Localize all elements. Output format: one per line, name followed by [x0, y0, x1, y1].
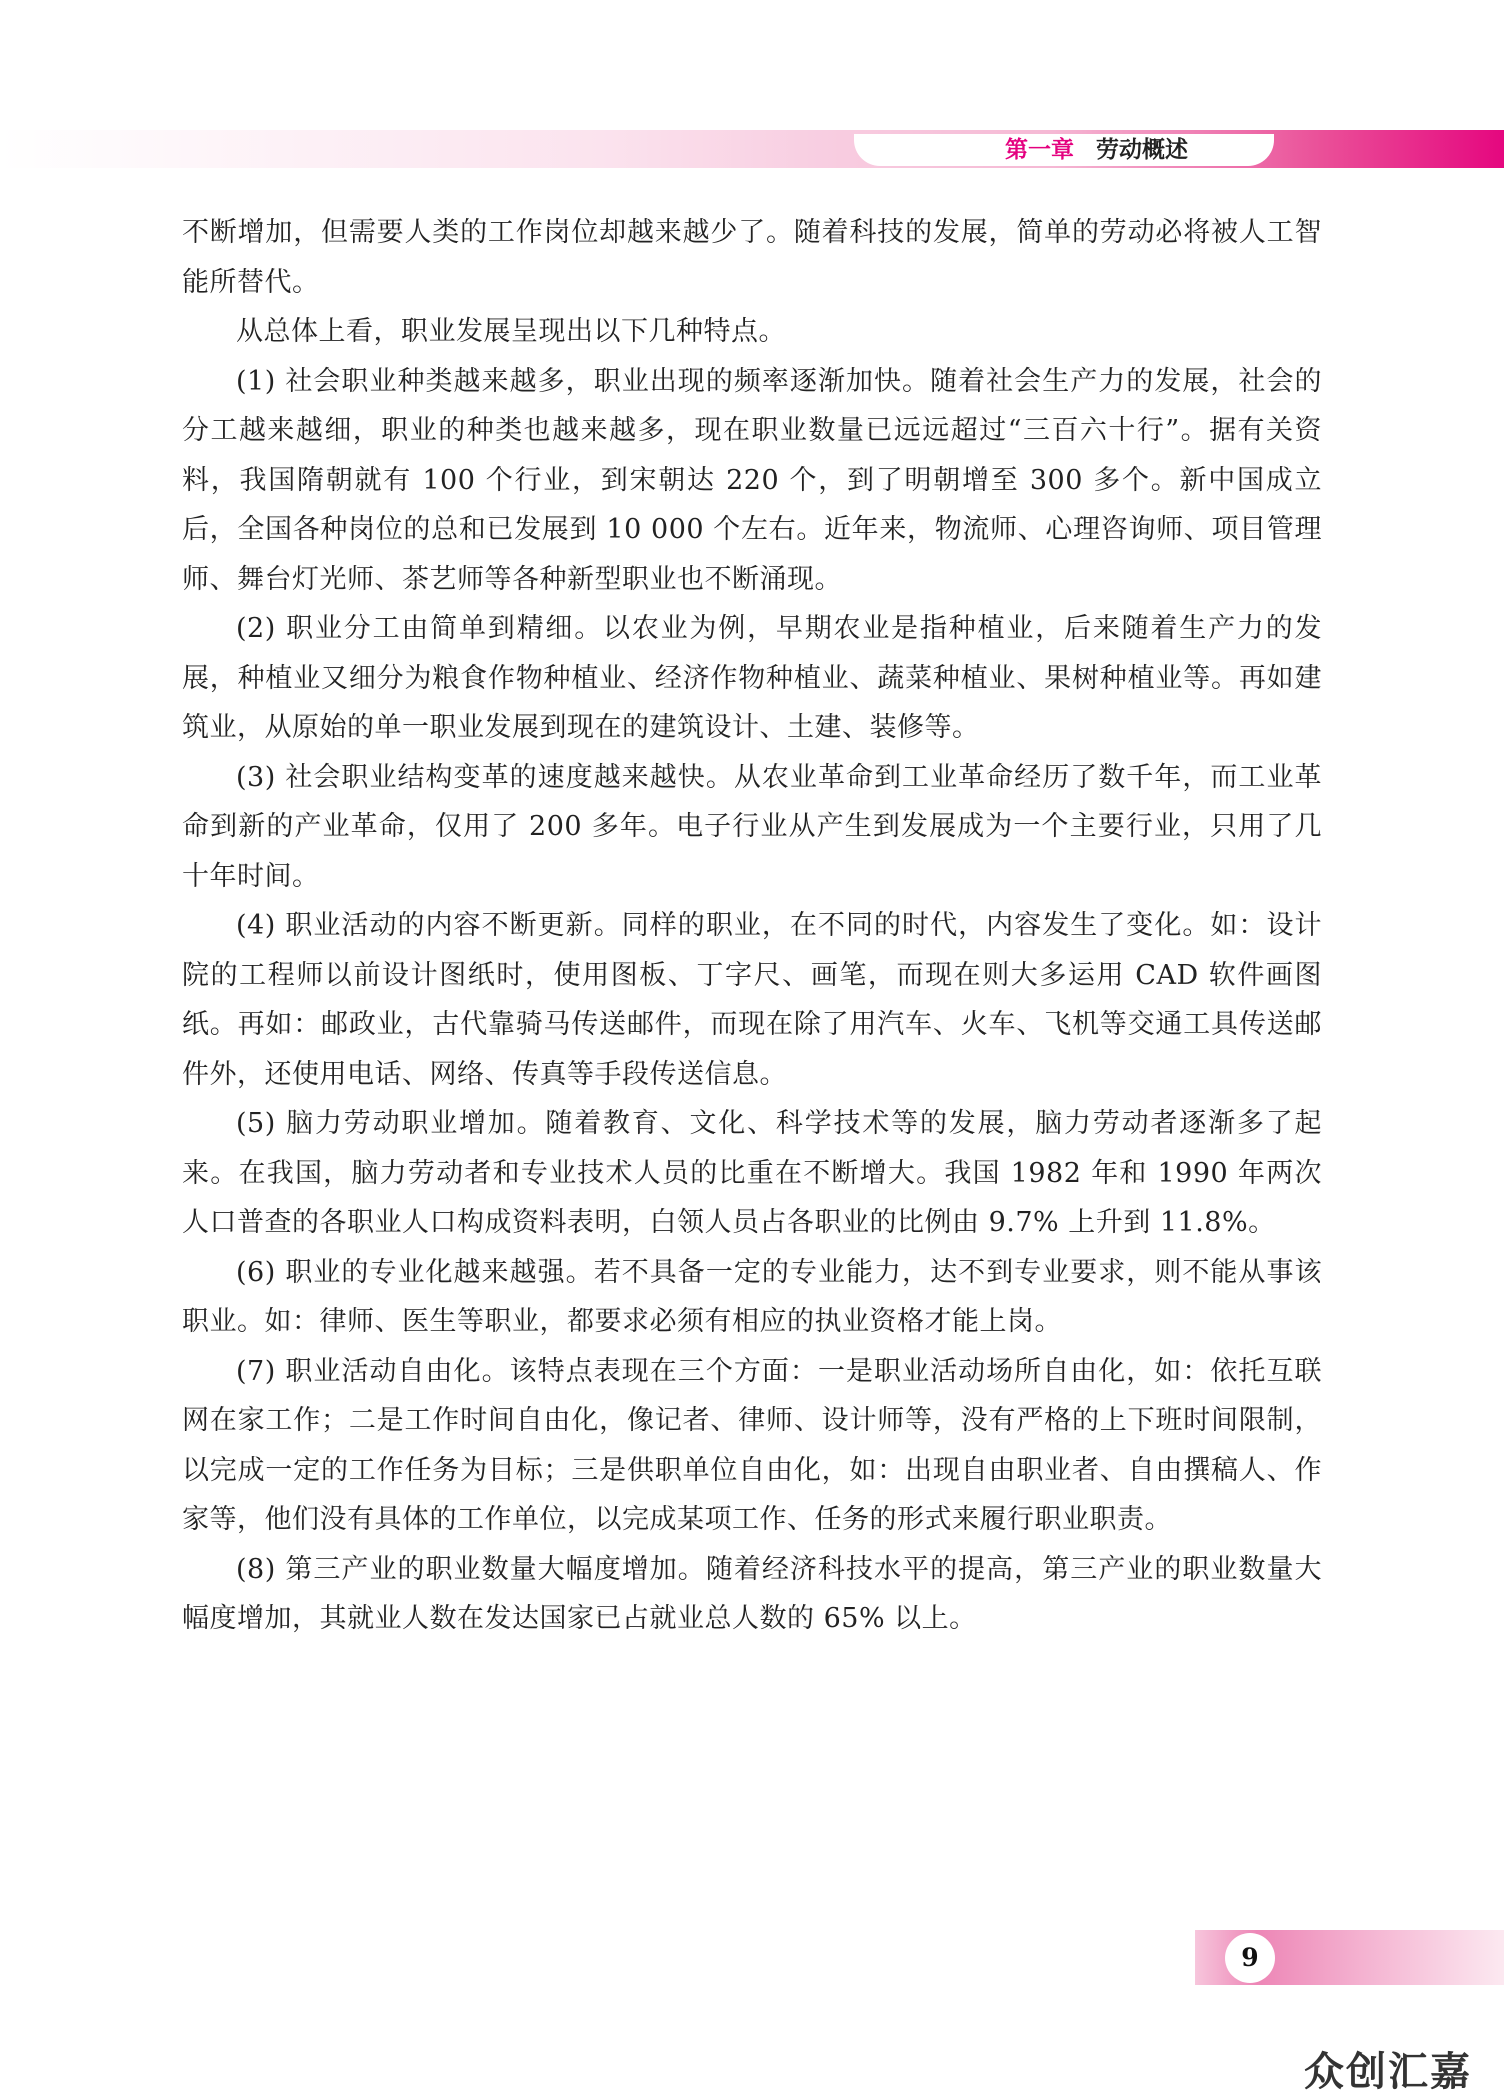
- paragraph: 不断增加，但需要人类的工作岗位却越来越少了。随着科技的发展，简单的劳动必将被人工智能所替代。: [182, 217, 1322, 298]
- paragraph: (4) 职业活动的内容不断更新。同样的职业，在不同的时代，内容发生了变化。如：设计院的工程师以前设计图纸时，使用图板、丁字尺、画笔，而现在则大多运用 CAD 软件画图纸。再如：邮政业，古代靠骑马传送邮件，而现在除了用汽车、火车、飞机等交通工具传送邮件外，还使用电话、网络、传真等手段传送信息。: [182, 910, 1322, 1090]
- chapter-header: [1005, 134, 1188, 166]
- watermark-logo: 众创汇嘉: [1304, 2049, 1472, 2095]
- chapter-label: 第一章: [1005, 137, 1074, 163]
- paragraph: (2) 职业分工由简单到精细。以农业为例，早期农业是指种植业，后来随着生产力的发展，种植业又细分为粮食作物种植业、经济作物种植业、蔬菜种植业、果树种植业等。再如建筑业，从原始的单一职业发展到现在的建筑设计、土建、装修等。: [182, 613, 1322, 743]
- paragraph: (8) 第三产业的职业数量大幅度增加。随着经济科技水平的提高，第三产业的职业数量大幅度增加，其就业人数在发达国家已占就业总人数的 65% 以上。: [182, 1553, 1322, 1634]
- paragraph: (1) 社会职业种类越来越多，职业出现的频率逐渐加快。随着社会生产力的发展，社会的分工越来越细，职业的种类也越来越多，现在职业数量已远远超过“三百六十行”。据有关资料，我国隋朝就有 100 个行业，到宋朝达 220 个，到了明朝增至 300 多个。新中国成立后，全国各种岗位的总和已发展到 10 000 个左右。近年来，物流师、心理咨询师、项目管理师、舞台灯光师、茶艺师等各种新型职业也不断涌现。: [182, 365, 1322, 595]
- paragraph: (6) 职业的专业化越来越强。若不具备一定的专业能力，达不到专业要求，则不能从事该职业。如：律师、医生等职业，都要求必须有相应的执业资格才能上岗。: [182, 1256, 1322, 1337]
- page-number: 9: [1241, 1943, 1259, 1972]
- paragraph: 从总体上看，职业发展呈现出以下几种特点。: [236, 316, 786, 347]
- body-text: [182, 208, 1322, 1644]
- paragraph: (3) 社会职业结构变革的速度越来越快。从农业革命到工业革命经历了数千年，而工业革命到新的产业革命，仅用了 200 多年。电子行业从产生到发展成为一个主要行业，只用了几十年时间。: [182, 761, 1322, 892]
- header-gradient-band: [0, 130, 1504, 168]
- paragraph: (7) 职业活动自由化。该特点表现在三个方面：一是职业活动场所自由化，如：依托互联网在家工作；二是工作时间自由化，像记者、律师、设计师等，没有严格的上下班时间限制，以完成一定的工作任务为目标；三是供职单位自由化，如：出现自由职业者、自由撰稿人、作家等，他们没有具体的工作单位，以完成某项工作、任务的形式来履行职业职责。: [182, 1355, 1322, 1535]
- paragraph: (5) 脑力劳动职业增加。随着教育、文化、科学技术等的发展，脑力劳动者逐渐多了起来。在我国，脑力劳动者和专业技术人员的比重在不断增大。我国 1982 年和 1990 年两次人口普查的各职业人口构成资料表明，白领人员占各职业的比例由 9.7% 上升到 11.8%。: [182, 1108, 1322, 1238]
- chapter-title: 劳动概述: [1096, 137, 1188, 163]
